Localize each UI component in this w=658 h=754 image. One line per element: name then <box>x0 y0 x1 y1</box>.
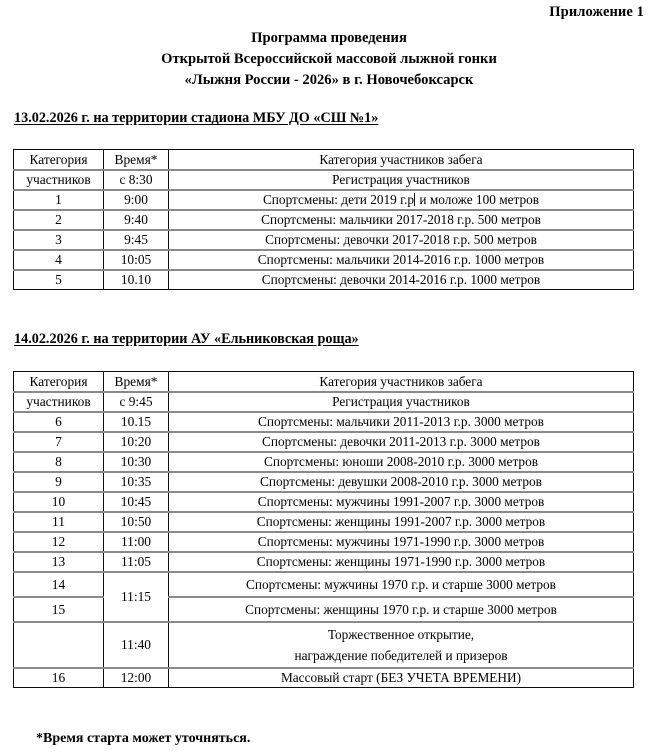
registration-time: с 8:30 <box>104 170 169 190</box>
table-row <box>14 250 634 270</box>
table-row <box>14 210 634 230</box>
row-time-merged: 11:15 <box>104 572 169 622</box>
row-time: 9:40 <box>104 210 169 230</box>
section-heading-day-1: 13.02.2026 г. на территории стадиона МБУ ДО «СШ №1» <box>14 110 379 126</box>
row-time: 11:05 <box>104 552 169 572</box>
row-time: 10:50 <box>104 512 169 532</box>
row-time: 11:00 <box>104 532 169 552</box>
header-description: Категория участников забега <box>169 372 634 392</box>
row-description: Спортсмены: юноши 2008-2010 г.р. 3000 метров <box>169 452 634 472</box>
row-time: 10:20 <box>104 432 169 452</box>
header-category-line-2: участников <box>14 170 104 190</box>
row-category: 2 <box>14 210 104 230</box>
header-description: Категория участников забега <box>169 150 634 170</box>
row-category: 3 <box>14 230 104 250</box>
header-time: Время* <box>104 372 169 392</box>
document-title-line-3: «Лыжня России - 2026» в г. Новочебоксарск <box>184 72 474 88</box>
row-category: 1 <box>14 190 104 210</box>
table-row <box>14 452 634 472</box>
table-registration-row <box>14 170 634 190</box>
row-description: Массовый старт (БЕЗ УЧЕТА ВРЕМЕНИ) <box>169 668 634 688</box>
row-description: Спортсмены: девочки 2011-2013 г.р. 3000 метров <box>169 432 634 452</box>
row-time: 10:30 <box>104 452 169 472</box>
ceremony-description-line-1: Торжественное открытие, <box>327 626 475 642</box>
table-row-ceremony <box>14 622 634 668</box>
row-description: Спортсмены: девочки 2017-2018 г.р. 500 метров <box>169 230 634 250</box>
document-title <box>0 28 658 91</box>
table-row <box>14 572 634 597</box>
table-row <box>14 492 634 512</box>
table-row <box>14 190 634 210</box>
table-row <box>14 432 634 452</box>
table-header-row <box>14 150 634 170</box>
row-category: 5 <box>14 270 104 290</box>
row-time: 11:40 <box>104 622 169 668</box>
header-category-line-1: Категория <box>14 372 104 392</box>
ceremony-description-line-2: награждение победителей и призеров <box>294 647 508 663</box>
row-category: 7 <box>14 432 104 452</box>
table-row <box>14 532 634 552</box>
row-description <box>169 190 634 210</box>
row-description: Спортсмены: девочки 2014-2016 г.р. 1000 метров <box>169 270 634 290</box>
row-time: 10:05 <box>104 250 169 270</box>
row-description <box>169 622 634 668</box>
row-category: 15 <box>14 597 104 622</box>
schedule-table-day-1 <box>13 149 634 290</box>
schedule-table-day-2 <box>13 371 634 688</box>
row-description: Спортсмены: женщины 1970 г.р. и старше 3000 метров <box>169 597 634 622</box>
row-category: 10 <box>14 492 104 512</box>
table-row <box>14 270 634 290</box>
header-category-line-2: участников <box>14 392 104 412</box>
table-row <box>14 668 634 688</box>
row-category: 14 <box>14 572 104 597</box>
row-category: 13 <box>14 552 104 572</box>
table-row <box>14 230 634 250</box>
row-category: 6 <box>14 412 104 432</box>
row-description: Спортсмены: женщины 1971-1990 г.р. 3000 метров <box>169 552 634 572</box>
row-time: 10.10 <box>104 270 169 290</box>
row-time: 10:45 <box>104 492 169 512</box>
table-row <box>14 552 634 572</box>
footnote-time-disclaimer: *Время старта может уточняться. <box>36 731 251 746</box>
table-row <box>14 412 634 432</box>
table-registration-row <box>14 392 634 412</box>
section-heading-day-2: 14.02.2026 г. на территории АУ «Ельниковская роща» <box>14 331 359 347</box>
row-time: 9:45 <box>104 230 169 250</box>
row-category: 4 <box>14 250 104 270</box>
row-time: 10.15 <box>104 412 169 432</box>
header-time: Время* <box>104 150 169 170</box>
row-description-tail: и моложе 100 метров <box>416 192 540 207</box>
table-row <box>14 472 634 492</box>
row-description-head: Спортсмены: дети 2019 г.р <box>262 192 415 207</box>
document-title-line-1: Программа проведения <box>251 30 407 46</box>
row-time: 9:00 <box>104 190 169 210</box>
table-row <box>14 512 634 532</box>
row-description: Спортсмены: женщины 1991-2007 г.р. 3000 метров <box>169 512 634 532</box>
row-description: Спортсмены: мальчики 2017-2018 г.р. 500 метров <box>169 210 634 230</box>
row-category <box>14 622 104 668</box>
row-description: Спортсмены: мужчины 1970 г.р. и старше 3000 метров <box>169 572 634 597</box>
table-header-row <box>14 372 634 392</box>
row-category: 16 <box>14 668 104 688</box>
row-description: Спортсмены: мальчики 2014-2016 г.р. 1000 метров <box>169 250 634 270</box>
appendix-label: Приложение 1 <box>549 4 644 20</box>
row-description: Спортсмены: мужчины 1991-2007 г.р. 3000 метров <box>169 492 634 512</box>
row-time: 10:35 <box>104 472 169 492</box>
row-time: 12:00 <box>104 668 169 688</box>
row-description: Спортсмены: мужчины 1971-1990 г.р. 3000 метров <box>169 532 634 552</box>
document-title-line-2: Открытой Всероссийской массовой лыжной гонки <box>161 51 497 67</box>
registration-time: с 9:45 <box>104 392 169 412</box>
row-category: 12 <box>14 532 104 552</box>
registration-label: Регистрация участников <box>169 170 634 190</box>
row-category: 9 <box>14 472 104 492</box>
row-description: Спортсмены: девушки 2008-2010 г.р. 3000 метров <box>169 472 634 492</box>
row-category: 11 <box>14 512 104 532</box>
registration-label: Регистрация участников <box>169 392 634 412</box>
row-category: 8 <box>14 452 104 472</box>
header-category-line-1: Категория <box>14 150 104 170</box>
row-description: Спортсмены: мальчики 2011-2013 г.р. 3000 метров <box>169 412 634 432</box>
text-caret <box>414 193 415 206</box>
